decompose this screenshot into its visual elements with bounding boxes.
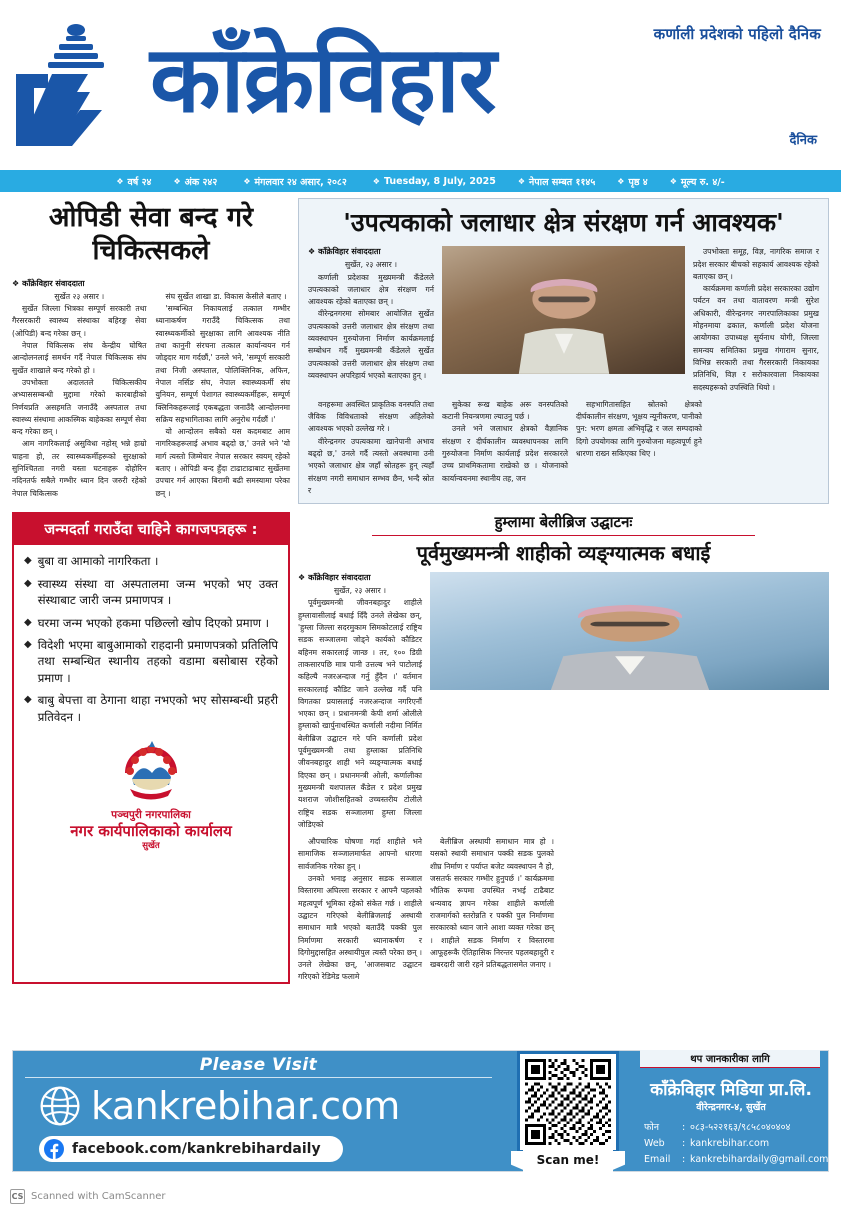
- info-item-text: पृष्ठ ४: [628, 176, 648, 188]
- lead-main-byline: [308, 246, 434, 257]
- info-item-text: Tuesday, 8 July, 2025: [383, 175, 496, 187]
- paragraph: उनको भनाइ अनुसार सडक सञ्जाल विस्तारमा अघिल्ला सरकार र आफ्नै पहलको महत्वपूर्ण भूमिका रहेको संकेत गर्छ । शाहीले उद्घाटन गरिएको बेलीब्रिजलाई अस्थायी समाधान मात्रै भएको बताउँदै पक्की पुल निर्माणमा सरकारी ध्यानाकर्षण र दिगोमुद्दासहित अस्थायीपुल त्यस्तै परेका छन् । उनले लेखेका छन्, 'आजसबाट उद्घाटन गरिएको रेडिमेड फलामे: [298, 874, 422, 982]
- info-item-6: [670, 175, 725, 188]
- content-area: [0, 192, 841, 984]
- paragraph: नेपाल चिकित्सक संघ केन्द्रीय घोषित आन्दोलनलाई समर्थन गर्दै नेपाल चिकित्सक संघ सुर्खेत शाखाले बन्द गरेको हो ।: [12, 341, 147, 375]
- info-item-text: मंगलवार २४ असार, २०८२: [254, 176, 347, 188]
- ad-contact-rows: [644, 1120, 829, 1168]
- masthead-subtitle: दैनिक: [789, 133, 817, 148]
- bottom-advertisement: [12, 1050, 829, 1172]
- camscanner-text: Scanned with CamScanner: [31, 1191, 166, 1202]
- diamond-bullet-icon: ❖: [173, 176, 181, 186]
- dateline: सुर्खेत २३ असार ।: [54, 291, 105, 301]
- info-item-5: [617, 175, 647, 188]
- issue-info-bar: [0, 170, 841, 192]
- seal-line-3: सुर्खेत: [142, 841, 160, 852]
- paragraph: उनले भने जलाधार क्षेत्रको वैज्ञानिक संरक्षण र दीर्घकालीन व्यवस्थापनका लागि गुरुयोजना निर्माण कार्यलाई प्रदेश सरकारले उच्च प्राथमिकतामा राखेको छ । योजनाको कार्यान्वयनमा स्थानीय तह, जन: [442, 424, 568, 483]
- paragraph: उपभोक्ता अदालतले चिकित्सकीय अभ्याससम्बन्धी मुद्दामा गरेको कारबाहीको निर्णयप्रति असहमति जनाउँदै अस्पताल तथा स्वास्थ्य संस्थामा आकस्मिक बाहेकका सम्पूर्ण सेवा बन्द गरेका छन् ।: [12, 377, 147, 437]
- lead-main-bottom-col1: [308, 399, 434, 497]
- chief-minister-photo: [442, 246, 685, 374]
- info-item-text: मूल्य रु. ४/-: [680, 176, 725, 188]
- ad-info-kicker: थप जानकारीका लागि: [640, 1050, 820, 1068]
- contact-colon: :: [682, 1154, 686, 1166]
- lead-left-body: [12, 291, 290, 500]
- birth-registration-notice: [12, 512, 290, 984]
- contact-label: Web: [644, 1138, 665, 1150]
- ad-facebook-link[interactable]: [39, 1136, 343, 1162]
- required-document-item: [24, 553, 278, 569]
- required-document-text: स्वास्थ्य संस्था वा अस्पतालमा जन्म भएको भए उक्त संस्थाबाट जारी जन्म प्रमाणपत्र ।: [37, 576, 278, 608]
- person-silhouette-icon: [488, 274, 639, 374]
- nepal-emblem-icon: [118, 739, 184, 805]
- ad-contact-panel: [632, 1051, 828, 1171]
- person-silhouette-icon: [506, 598, 753, 690]
- ad-divider: [25, 1077, 492, 1078]
- paragraph: आम नागरिकलाई असुविधा नहोस् भन्ने हाम्रो चाहना हो, तर स्वास्थ्यकर्मीहरूको सुरक्षाको सुनिश्चितता नगरी यस्ता घटनाहरू दोहोरिन नदिनतर्फ सबैले गम्भीर ध्यान दिन जरुरी रहेको नेपाल चिकित्सक: [12, 439, 147, 498]
- lead-story-main: [298, 198, 829, 504]
- diamond-bullet-icon: ◆: [24, 577, 32, 589]
- contact-row: [644, 1120, 818, 1136]
- dateline: सुर्खेत, २३ असार ।: [333, 586, 387, 596]
- camscanner-watermark: [10, 1189, 166, 1204]
- required-document-text: बुबा वा आमाको नागरिकता ।: [37, 554, 159, 569]
- contact-colon: :: [682, 1122, 686, 1133]
- ad-facebook-text: facebook.com/kankrebihardaily: [72, 1141, 321, 1157]
- info-item-text: वर्ष २४: [127, 176, 152, 188]
- qr-scan-label: Scan me!: [523, 1149, 614, 1172]
- info-item-3: [373, 176, 496, 187]
- lead-story-left: [12, 198, 290, 504]
- municipality-seal-block: [14, 735, 288, 859]
- contact-label: Email: [644, 1154, 671, 1166]
- diamond-bullet-icon: ◆: [24, 616, 32, 628]
- ad-please-visit: Please Visit: [199, 1055, 318, 1075]
- story2-col3-body: [430, 836, 554, 984]
- diamond-bullet-icon: ◆: [24, 639, 32, 650]
- masthead: [0, 0, 841, 170]
- story2-col1-body: [298, 585, 422, 831]
- paragraph: वीरेन्द्रनगर उपत्यकामा खानेपानी अभाव बढ्दो छ,' उनले गर्दै त्यस्तो अवस्थामा उनी भएको जलाधार क्षेत्र जहाँ स्रोतहरू हुन् त्यहाँ संरक्षण नगरी समाधान सम्भव छैन, भन्दै स्रोत र: [308, 436, 434, 495]
- lead-left-byline: [12, 278, 290, 289]
- flower-bullet-icon: ❖: [12, 278, 20, 288]
- story2-kicker: हुम्लामा बेलीब्रिज उद्घाटनः: [372, 512, 754, 536]
- paragraph: वनहरूमा अवस्थित प्राकृतिक वनस्पति तथा जैविक विविधताको संरक्षण अहिलेको आवश्यक भएको उल्लेख गरे ।: [308, 399, 434, 434]
- ad-website-url[interactable]: kankrebihar.com: [91, 1084, 400, 1128]
- contact-value: kankrebihar.com: [690, 1138, 770, 1150]
- ad-website-panel: [13, 1051, 504, 1171]
- required-document-item: [24, 576, 278, 609]
- contact-row: [644, 1136, 818, 1152]
- facebook-icon: [44, 1139, 64, 1159]
- lead-left-headline: ओपिडी सेवा बन्द गरे चिकित्सकले: [48, 202, 254, 266]
- qr-card: [517, 1051, 619, 1153]
- diamond-bullet-icon: ❖: [517, 176, 525, 186]
- story2-byline: [298, 572, 422, 583]
- paragraph: पूर्वमुख्यमन्त्री जीवनबहादुर शाहीले हुम्लावासीलाई बधाई दिँदै उनले लेखेका छन्, 'हुम्ला जिल्ला सदरमुकाम सिमकोटलाई राष्ट्रिय सडक सञ्जालमा जोड्ने कार्यको कौडिटर बहिनम सकारलाई जान्छ । तर, १०० डिग्री ताकसारपछि मात्र पानी उत्तल्ब भने पाटोलाई कहिल्यै नजरअन्दाज गर्नु हुँदैन ।' वर्तमान सरकारलाई कौडिट जाने उल्लेख गर्दै पनि विगतका प्रयासलाई नजरअन्दाज नगरिएनौं भएका छन् । प्रधानमन्त्री केपी शर्मा ओलीले हुम्लाको खार्पुनाथस्थित कर्णाली नदीमा निर्मित बेलीब्रिज उद्घाटन गरे पनि कर्णाली प्रदेश पूर्वमुख्यमन्त्री तथा हुम्लाका प्रतिनिधि जीवनबहादुर शाही भने व्यङ्ग्यात्मक बधाई दिएका छन् । प्रधानमन्त्री ओली, कर्णालीका मुख्यमन्त्री यशपालल कँडेल र प्रदेश प्रमुख यशराज जोशीसहितको उच्चस्तरीय टोलीले राष्ट्रिय सडक सञ्जालमा हुम्ला जिल्ला जोडिएको: [298, 598, 422, 829]
- masthead-title: काँक्रेविहार: [150, 26, 496, 133]
- paragraph: सुकेका रूख बाहेक अरू वनस्पतिको कटानी नियन्त्रणमा ल्याउनु पर्छ ।: [442, 399, 568, 422]
- seal-line-1: पञ्चपुरी नगरपालिका: [111, 809, 191, 822]
- story2-col2-body: [298, 836, 422, 984]
- redbox-items: [14, 545, 288, 735]
- paragraph: यो आन्दोलन सबैको यस कदमबाट आम नागरिकहरूलाई अभाव बढ्दो छ,' उनले भने 'यो मार्ग त्यस्तो जिम्मेवार नेपाल सरकार स्वयम् रहेको बताए । ओपिडी बन्द हुँदा टाढाटाढाबाट सुर्खेतमा उपचार गर्न आएका बिरामी बढी समस्यामा परेका छन् ।: [155, 427, 290, 498]
- qr-code-icon[interactable]: [525, 1059, 611, 1145]
- redbox-title: जन्मदर्ता गराउँदा चाहिने कागजपत्रहरू :: [14, 514, 288, 545]
- ad-company-address: वीरेन्द्रनगर-४, सुर्खेत: [696, 1102, 766, 1113]
- required-document-text: विदेशी भएमा बाबुआमाको राहदानी प्रमाणपत्रको प्रतिलिपि तथा सम्बन्धित स्थानीय तहको वडामा बसोबास रहेको प्रमाण ।: [37, 638, 278, 685]
- diamond-bullet-icon: ❖: [669, 176, 677, 186]
- info-item-0: [116, 175, 151, 188]
- paragraph: सुर्खेत जिल्ला भित्रका सम्पूर्ण सरकारी तथा गैरसरकारी स्वास्थ्य संस्थाका बहिरङ्ग सेवा (ओपिडी) बन्द गरेका छन् ।: [12, 304, 147, 338]
- paragraph: औपचारिक घोषणा गर्दा शाहीले भने सामाजिक सञ्जालमार्फत आफ्नो धारणा सार्वजनिक गरेका हुन् ।: [298, 837, 422, 871]
- lead-main-bottom-col3: [576, 399, 702, 497]
- byline-text: काँक्रेविहार संवाददाता: [318, 247, 381, 257]
- camscanner-badge-icon: CS: [10, 1189, 25, 1204]
- info-item-text: नेपाल सम्बत ११४५: [529, 176, 596, 188]
- info-item-4: [518, 175, 595, 188]
- dateline: सुर्खेत, २३ असार ।: [344, 260, 398, 270]
- kankrebihar-logo-icon: [14, 18, 142, 150]
- ad-qr-panel: [504, 1051, 632, 1171]
- byline-text: काँक्रेविहार संवाददाता: [22, 278, 85, 288]
- lead-main-col-1: [308, 246, 434, 394]
- required-document-item: [24, 615, 278, 631]
- lead-main-photo: [442, 246, 685, 394]
- paragraph: बेलीब्रिज अस्थायी समाधान मात्र हो । यसको स्थायी समाधान पक्की सडक पुलको शीघ्र निर्माण र पर्याप्त बजेट व्यवस्थापन नै हो, जसतर्फ सरकार गम्भीर हुनुपर्छ ।' कार्यक्रममा भौतिक रूपमा उपस्थित नभई टाढैबाट धन्यवाद ज्ञापन गरेका शाहीले कर्णाली राजमार्गको स्तरोन्नति र पक्की पुल निर्माणमा सरकारको ध्यान जाने आशा व्यक्त गरेका छन् । शाहीले सडक निर्माण र विस्तारमा आफूहरूकै ऐतिहासिक निरन्तर पहलबहादुरी र खबरदारी जारी रहने प्रतिबद्धतासमेत जनाए ।: [430, 837, 554, 970]
- diamond-bullet-icon: ❖: [116, 176, 124, 186]
- globe-icon: [39, 1085, 81, 1127]
- diamond-bullet-icon: ❖: [243, 176, 251, 186]
- paragraph: कर्णाली प्रदेशका मुख्यमन्त्री कँडेलले उपत्यकाको जलाधार क्षेत्र संरक्षण गर्न आवश्यक रहेको बताएका छन् ।: [308, 272, 434, 307]
- humla-bridge-story: [298, 512, 829, 984]
- diamond-bullet-icon: ◆: [24, 555, 32, 567]
- info-item-1: [173, 175, 217, 188]
- contact-value: kankrebihardaily@gmail.com: [690, 1154, 829, 1166]
- info-item-2: [243, 175, 346, 188]
- ad-company-name: काँक्रेविहार मिडिया प्रा.लि.: [650, 1080, 812, 1100]
- paragraph: संघ सुर्खेत शाखा डा. विकास केसीले बताए ।: [165, 291, 287, 301]
- required-document-item: [24, 692, 278, 725]
- contact-colon: :: [682, 1138, 686, 1150]
- contact-row: [644, 1152, 829, 1168]
- story2-headline: पूर्वमुख्यमन्त्री शाहीको व्यङ्ग्यात्मक बधाई: [416, 541, 711, 566]
- paragraph: वीरेन्द्रनगरमा सोमबार आयोजित सुर्खेत उपत्यकाको उत्तरी जलाधार क्षेत्र संरक्षण तथा व्यवस्थापन गुरुयोजना निर्माण कार्यक्रमलाई सम्बोधन गर्दै मुख्यमन्त्री कँडेलले सुर्खेत उपत्यकाको उत्तरी जलाधार क्षेत्र संरक्षण तथा व्यवस्थापन अपरिहार्य भएको बताएका हुन् ।: [308, 309, 434, 380]
- paragraph: 'सम्बन्धित निकायलाई तत्काल गम्भीर ध्यानाकर्षण गराउँदै चिकित्सक तथा स्वास्थ्यकर्मीको सुरक्षाका लागि आवश्यक नीति तथा कानुनी संरचना तत्काल कार्यान्वयन गर्न जोड्दार माग गर्दछौं,' उनले भने, 'सम्पूर्ण सरकारी तथा निजी अस्पताल, पोलिक्लिनिक, अफिन, नेपाल नर्सिङ संघ, नेपाल स्वास्थ्यकर्मी संघ युनियन, सम्पूर्ण पेशागत स्वास्थ्यकर्मीहरू, सम्पूर्ण क्लिनिकहरूलाई एकबद्धता जनाउँदै आन्दोलनमा सक्रिय सहभागिताका लागि अनुरोध गर्दछौं ।': [155, 304, 290, 424]
- contact-value: ०८३-५२२१६३/९८५८०४०४०४: [690, 1122, 791, 1133]
- diamond-bullet-icon: ◆: [24, 694, 32, 706]
- lead-main-bottom-col2: [442, 399, 568, 497]
- flower-bullet-icon: ❖: [308, 247, 316, 257]
- contact-label: फोन: [644, 1122, 660, 1133]
- paragraph: कार्यक्रममा कर्णाली प्रदेश सरकारका उद्योग पर्यटन वन तथा वातावरण मन्त्री सुरेश अधिकारी, वीरेन्द्रनगर नगरपालिकाका प्रमुख मोहनमाया ढकाल, कर्णाली प्रदेश योजना आयोगका उपाध्यक्ष सुर्यनाथ योगी, जिल्ला समन्वय समितिका प्रमुख गंगाराम सुनार, विभिन्न सरकारी तथा गैरसरकारी निकायका प्रतिनिधि, विज्ञ र सरोकारवाला निकायका सदस्यहरूको उपस्थिति थियो ।: [693, 284, 819, 392]
- seal-line-2: नगर कार्यपालिकाको कार्यालय: [70, 822, 232, 841]
- byline-text: काँक्रेविहार संवाददाता: [308, 573, 371, 583]
- required-document-item: [24, 637, 278, 686]
- required-document-text: घरमा जन्म भएको हकमा पछिल्लो खोप दिएको प्रमाण ।: [37, 615, 270, 630]
- diamond-bullet-icon: ❖: [372, 176, 380, 186]
- lead-main-col-3: [693, 246, 819, 394]
- info-item-text: अंक २४२: [184, 176, 218, 188]
- required-document-text: बाबु बेपत्ता वा ठेगाना थाहा नभएको भए सोसम्बन्धी प्रहरी प्रतिवेदन ।: [37, 693, 278, 724]
- flower-bullet-icon: ❖: [298, 573, 306, 583]
- diamond-bullet-icon: ❖: [617, 176, 625, 186]
- lead-main-col1-body: [308, 259, 434, 382]
- masthead-tagline: कर्णाली प्रदेशको पहिलो दैनिक: [653, 25, 821, 43]
- lead-main-col3-body: [693, 246, 819, 394]
- story2-photo-wrap: [430, 572, 829, 831]
- paragraph: सहभागितासहित स्रोतको क्षेत्रको दीर्घकालीन संरक्षण, भूक्षय न्यूनीकरण, पानीको पुन: भरण क्षमता अभिवृद्धि र जल सम्पदाको दिगो उपयोगका लागि गुरुयोजना महत्वपूर्ण हुने धारणा राख्न सकिएका थिए ।: [576, 399, 702, 458]
- lead-main-headline: 'उपत्यकाको जलाधार क्षेत्र संरक्षण गर्न आवश्यक': [343, 208, 784, 237]
- story2-col-1: [298, 572, 422, 831]
- paragraph: उपभोक्ता समूह, विज्ञ, नागरिक समाज र प्रदेश सरकार बीचको सहकार्य आवश्यक रहेको बताएका छन् ।: [693, 247, 819, 281]
- shahi-photo: [430, 572, 829, 690]
